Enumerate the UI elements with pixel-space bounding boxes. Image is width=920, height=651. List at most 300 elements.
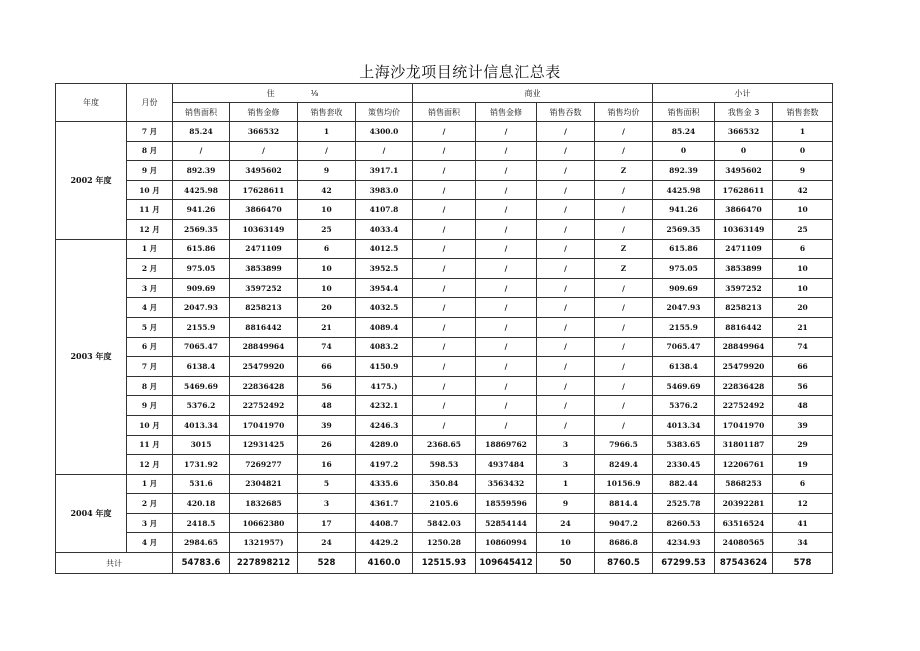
table-cell: 16 <box>298 455 356 475</box>
table-cell: 2368.65 <box>413 435 476 455</box>
table-cell: / <box>595 298 653 318</box>
table-cell: / <box>537 259 595 279</box>
table-cell: 5868253 <box>715 474 773 494</box>
table-cell: 28849964 <box>715 337 773 357</box>
column-header: 销售面积 <box>653 103 715 122</box>
table-row <box>56 494 833 514</box>
table-cell: 5 <box>298 474 356 494</box>
table-cell: 28849964 <box>230 337 298 357</box>
table-cell: 17628611 <box>715 180 773 200</box>
table-cell: 22752492 <box>230 396 298 416</box>
table-cell: / <box>476 298 537 318</box>
table-row <box>56 435 833 455</box>
table-cell: / <box>476 376 537 396</box>
table-cell: 366532 <box>230 122 298 142</box>
table-cell: 4300.0 <box>356 122 413 142</box>
table-cell: 8686.8 <box>595 533 653 553</box>
table-cell: 6 <box>773 239 833 259</box>
month-cell: 9 月 <box>127 396 173 416</box>
table-cell: 39 <box>773 415 833 435</box>
table-cell: Z <box>595 259 653 279</box>
table-cell: / <box>413 180 476 200</box>
table-cell: 7065.47 <box>653 337 715 357</box>
table-cell: 31801187 <box>715 435 773 455</box>
table-cell: 22836428 <box>715 376 773 396</box>
table-cell: Z <box>595 161 653 181</box>
table-cell: 3597252 <box>715 278 773 298</box>
table-cell: 2155.9 <box>173 317 230 337</box>
month-cell: 12 月 <box>127 219 173 239</box>
table-cell: 25479920 <box>230 357 298 377</box>
table-cell: 48 <box>298 396 356 416</box>
month-cell: 7 月 <box>127 122 173 142</box>
table-cell: 9 <box>537 494 595 514</box>
table-cell: / <box>595 396 653 416</box>
table-cell: 10860994 <box>476 533 537 553</box>
table-cell: / <box>230 141 298 161</box>
table-cell: 8816442 <box>230 317 298 337</box>
table-cell: / <box>537 239 595 259</box>
table-cell: / <box>413 298 476 318</box>
table-cell: / <box>413 337 476 357</box>
table-cell: 39 <box>298 415 356 435</box>
table-cell: 10 <box>298 278 356 298</box>
total-cell: 109645412 <box>476 553 537 574</box>
header-group-subtotal: 小计 <box>653 84 833 103</box>
table-cell: 74 <box>773 337 833 357</box>
table-cell: 22752492 <box>715 396 773 416</box>
table-cell: 21 <box>298 317 356 337</box>
month-cell: 3 月 <box>127 513 173 533</box>
table-cell: 615.86 <box>173 239 230 259</box>
table-cell: 598.53 <box>413 455 476 475</box>
table-cell: 2471109 <box>715 239 773 259</box>
table-cell: 4361.7 <box>356 494 413 514</box>
table-cell: 3 <box>537 455 595 475</box>
table-row <box>56 161 833 181</box>
year-cell: 2004 年度 <box>56 474 127 552</box>
table-cell: 4013.34 <box>173 415 230 435</box>
column-header: 销售吞数 <box>537 103 595 122</box>
table-cell: / <box>413 141 476 161</box>
table-row <box>56 357 833 377</box>
month-cell: 1 月 <box>127 239 173 259</box>
table-cell: 26 <box>298 435 356 455</box>
table-cell: 6138.4 <box>173 357 230 377</box>
table-cell: 25479920 <box>715 357 773 377</box>
table-cell: 4197.2 <box>356 455 413 475</box>
table-row <box>56 239 833 259</box>
table-cell: 5376.2 <box>653 396 715 416</box>
table-cell: 531.6 <box>173 474 230 494</box>
total-cell: 12515.93 <box>413 553 476 574</box>
header-group-residential-b: ⅛ <box>310 88 319 98</box>
table-cell: 4246.3 <box>356 415 413 435</box>
table-cell: 20392281 <box>715 494 773 514</box>
table-cell: 5376.2 <box>173 396 230 416</box>
table-cell: / <box>413 317 476 337</box>
table-cell: 4408.7 <box>356 513 413 533</box>
table-cell: 0 <box>773 141 833 161</box>
month-cell: 10 月 <box>127 415 173 435</box>
table-cell: 6 <box>298 239 356 259</box>
month-cell: 5 月 <box>127 317 173 337</box>
table-cell: 10156.9 <box>595 474 653 494</box>
table-cell: 25 <box>773 219 833 239</box>
table-row <box>56 474 833 494</box>
month-cell: 7 月 <box>127 357 173 377</box>
table-cell: 941.26 <box>653 200 715 220</box>
table-cell: / <box>476 317 537 337</box>
table-cell: / <box>413 200 476 220</box>
table-cell: / <box>476 200 537 220</box>
header-group-commercial: 商业 <box>413 84 653 103</box>
table-cell: 3866470 <box>715 200 773 220</box>
table-cell: 8816442 <box>715 317 773 337</box>
table-cell: 1 <box>773 122 833 142</box>
table-cell: 2330.45 <box>653 455 715 475</box>
table-cell: 12206761 <box>715 455 773 475</box>
table-cell: / <box>595 141 653 161</box>
table-cell: 12931425 <box>230 435 298 455</box>
table-cell: 2569.35 <box>653 219 715 239</box>
table-cell: 3983.0 <box>356 180 413 200</box>
table-cell: 9047.2 <box>595 513 653 533</box>
table-cell: 3853899 <box>715 259 773 279</box>
table-row <box>56 141 833 161</box>
table-cell: 42 <box>298 180 356 200</box>
total-cell: 54783.6 <box>173 553 230 574</box>
table-cell: 17628611 <box>230 180 298 200</box>
month-cell: 1 月 <box>127 474 173 494</box>
table-cell: 9 <box>773 161 833 181</box>
table-cell: 52854144 <box>476 513 537 533</box>
table-cell: 63516524 <box>715 513 773 533</box>
month-cell: 8 月 <box>127 376 173 396</box>
table-cell: 4175.) <box>356 376 413 396</box>
table-cell: / <box>476 239 537 259</box>
table-cell: 8258213 <box>230 298 298 318</box>
table-row <box>56 533 833 553</box>
month-cell: 3 月 <box>127 278 173 298</box>
month-cell: 11 月 <box>127 200 173 220</box>
table-cell: 4335.6 <box>356 474 413 494</box>
header-month: 月份 <box>127 84 173 122</box>
table-cell: / <box>476 219 537 239</box>
table-cell: 2471109 <box>230 239 298 259</box>
header-row-columns <box>56 103 833 122</box>
table-cell: / <box>537 161 595 181</box>
table-cell: 941.26 <box>173 200 230 220</box>
year-cell: 2002 年度 <box>56 122 127 240</box>
table-cell: 4429.2 <box>356 533 413 553</box>
table-cell: 6138.4 <box>653 357 715 377</box>
table-cell: 3495602 <box>715 161 773 181</box>
table-cell: / <box>476 357 537 377</box>
table-cell: 420.18 <box>173 494 230 514</box>
table-cell: / <box>595 122 653 142</box>
table-cell: 1321957) <box>230 533 298 553</box>
table-cell: 10 <box>298 200 356 220</box>
table-cell: 24 <box>298 533 356 553</box>
table-cell: 892.39 <box>173 161 230 181</box>
table-row <box>56 180 833 200</box>
table-cell: 18559596 <box>476 494 537 514</box>
table-cell: 74 <box>298 337 356 357</box>
table-cell: 85.24 <box>653 122 715 142</box>
table-cell: 4033.4 <box>356 219 413 239</box>
table-cell: 1832685 <box>230 494 298 514</box>
table-cell: 2525.78 <box>653 494 715 514</box>
table-cell: 3563432 <box>476 474 537 494</box>
table-cell: 3 <box>537 435 595 455</box>
table-cell: 366532 <box>715 122 773 142</box>
table-cell: / <box>537 122 595 142</box>
table-cell: 4013.34 <box>653 415 715 435</box>
table-cell: 4232.1 <box>356 396 413 416</box>
table-cell: / <box>595 180 653 200</box>
table-row <box>56 337 833 357</box>
table-cell: 2304821 <box>230 474 298 494</box>
table-cell: / <box>476 396 537 416</box>
month-cell: 8 月 <box>127 141 173 161</box>
table-cell: / <box>173 141 230 161</box>
table-cell: 17041970 <box>230 415 298 435</box>
table-cell: 8260.53 <box>653 513 715 533</box>
table-row <box>56 396 833 416</box>
summary-table <box>55 83 833 574</box>
table-cell: 3952.5 <box>356 259 413 279</box>
table-cell: 2155.9 <box>653 317 715 337</box>
table-cell: 4425.98 <box>173 180 230 200</box>
table-cell: 4107.8 <box>356 200 413 220</box>
table-cell: / <box>413 415 476 435</box>
table-cell: / <box>298 141 356 161</box>
table-cell: / <box>537 200 595 220</box>
column-header: 销售套收 <box>298 103 356 122</box>
table-cell: 2569.35 <box>173 219 230 239</box>
table-cell: 29 <box>773 435 833 455</box>
table-cell: / <box>476 141 537 161</box>
table-cell: 10662380 <box>230 513 298 533</box>
table-cell: Z <box>595 239 653 259</box>
table-cell: 4012.5 <box>356 239 413 259</box>
total-label: 共计 <box>56 553 173 574</box>
table-cell: 1731.92 <box>173 455 230 475</box>
table-row <box>56 513 833 533</box>
table-cell: 2418.5 <box>173 513 230 533</box>
month-cell: 2 月 <box>127 259 173 279</box>
table-cell: 7065.47 <box>173 337 230 357</box>
table-row <box>56 278 833 298</box>
page-title: 上海沙龙项目统计信息汇总表 <box>359 63 561 81</box>
table-cell: / <box>476 337 537 357</box>
month-cell: 4 月 <box>127 533 173 553</box>
table-cell: 10 <box>773 200 833 220</box>
table-cell: 10 <box>298 259 356 279</box>
table-cell: 4289.0 <box>356 435 413 455</box>
table-cell: 10 <box>537 533 595 553</box>
table-cell: 3 <box>298 494 356 514</box>
table-cell: / <box>413 122 476 142</box>
table-cell: 66 <box>298 357 356 377</box>
table-cell: 1250.28 <box>413 533 476 553</box>
table-cell: 9 <box>298 161 356 181</box>
table-cell: 34 <box>773 533 833 553</box>
column-header: 我售金 3 <box>715 103 773 122</box>
table-cell: 3954.4 <box>356 278 413 298</box>
table-cell: 20 <box>298 298 356 318</box>
table-cell: / <box>476 122 537 142</box>
total-cell: 227898212 <box>230 553 298 574</box>
table-cell: 85.24 <box>173 122 230 142</box>
table-cell: 17041970 <box>715 415 773 435</box>
table-cell: / <box>537 396 595 416</box>
table-cell: / <box>537 141 595 161</box>
total-cell: 4160.0 <box>356 553 413 574</box>
table-cell: 56 <box>298 376 356 396</box>
table-cell: 17 <box>298 513 356 533</box>
total-cell: 67299.53 <box>653 553 715 574</box>
header-group-residential-a: 住 <box>266 88 275 98</box>
table-cell: 0 <box>653 141 715 161</box>
column-header: 销售面积 <box>413 103 476 122</box>
table-row <box>56 219 833 239</box>
column-header: 销售套数 <box>773 103 833 122</box>
table-cell: 882.44 <box>653 474 715 494</box>
table-cell: 8258213 <box>715 298 773 318</box>
total-cell: 8760.5 <box>595 553 653 574</box>
table-row <box>56 415 833 435</box>
table-cell: 22836428 <box>230 376 298 396</box>
table-cell: 350.84 <box>413 474 476 494</box>
table-cell: 4937484 <box>476 455 537 475</box>
table-cell: 8814.4 <box>595 494 653 514</box>
table-cell: / <box>413 239 476 259</box>
table-cell: 2047.93 <box>653 298 715 318</box>
table-cell: 7269277 <box>230 455 298 475</box>
table-cell: 2047.93 <box>173 298 230 318</box>
table-cell: / <box>476 161 537 181</box>
table-cell: / <box>537 317 595 337</box>
table-cell: 4234.93 <box>653 533 715 553</box>
table-cell: / <box>413 161 476 181</box>
month-cell: 2 月 <box>127 494 173 514</box>
total-cell: 50 <box>537 553 595 574</box>
table-cell: 4150.9 <box>356 357 413 377</box>
total-cell: 578 <box>773 553 833 574</box>
table-cell: / <box>476 278 537 298</box>
table-cell: / <box>595 376 653 396</box>
table-row <box>56 200 833 220</box>
column-header: 销售金修 <box>476 103 537 122</box>
table-cell: 4083.2 <box>356 337 413 357</box>
table-cell: 48 <box>773 396 833 416</box>
column-header: 策售均价 <box>356 103 413 122</box>
column-header: 销售金修 <box>230 103 298 122</box>
table-cell: 19 <box>773 455 833 475</box>
table-cell: / <box>476 180 537 200</box>
table-row <box>56 376 833 396</box>
table-cell: 18869762 <box>476 435 537 455</box>
table-cell: 10 <box>773 259 833 279</box>
month-cell: 4 月 <box>127 298 173 318</box>
table-row <box>56 298 833 318</box>
total-cell: 528 <box>298 553 356 574</box>
header-year: 年度 <box>56 84 127 122</box>
table-cell: 4425.98 <box>653 180 715 200</box>
table-cell: 21 <box>773 317 833 337</box>
table-cell: 5842.03 <box>413 513 476 533</box>
table-cell: / <box>537 337 595 357</box>
year-cell: 2003 年度 <box>56 239 127 474</box>
table-cell: 25 <box>298 219 356 239</box>
table-cell: 1 <box>537 474 595 494</box>
table-cell: / <box>413 396 476 416</box>
table-row <box>56 259 833 279</box>
month-cell: 9 月 <box>127 161 173 181</box>
table-cell: 909.69 <box>653 278 715 298</box>
table-cell: 20 <box>773 298 833 318</box>
table-cell: 3853899 <box>230 259 298 279</box>
table-cell: / <box>476 259 537 279</box>
header-row-groups <box>56 84 833 103</box>
total-row <box>56 553 833 574</box>
table-cell: 3495602 <box>230 161 298 181</box>
table-cell: / <box>413 376 476 396</box>
table-cell: 56 <box>773 376 833 396</box>
month-cell: 6 月 <box>127 337 173 357</box>
table-cell: 3866470 <box>230 200 298 220</box>
table-cell: / <box>537 298 595 318</box>
table-cell: 4089.4 <box>356 317 413 337</box>
table-cell: 0 <box>715 141 773 161</box>
table-cell: / <box>537 180 595 200</box>
table-cell: 5469.69 <box>173 376 230 396</box>
table-cell: / <box>595 357 653 377</box>
table-cell: / <box>356 141 413 161</box>
table-cell: 12 <box>773 494 833 514</box>
table-cell: 1 <box>298 122 356 142</box>
table-cell: 24 <box>537 513 595 533</box>
table-cell: 5383.65 <box>653 435 715 455</box>
table-cell: 975.05 <box>653 259 715 279</box>
table-cell: 8249.4 <box>595 455 653 475</box>
table-cell: 10363149 <box>715 219 773 239</box>
table-cell: 615.86 <box>653 239 715 259</box>
table-cell: / <box>413 259 476 279</box>
table-cell: / <box>413 357 476 377</box>
table-cell: / <box>595 317 653 337</box>
table-cell: / <box>595 219 653 239</box>
table-cell: / <box>595 200 653 220</box>
table-cell: 42 <box>773 180 833 200</box>
table-cell: 3015 <box>173 435 230 455</box>
table-cell: 41 <box>773 513 833 533</box>
column-header: 销售均价 <box>595 103 653 122</box>
table-cell: 2105.6 <box>413 494 476 514</box>
table-cell: / <box>537 376 595 396</box>
table-cell: / <box>595 278 653 298</box>
month-cell: 12 月 <box>127 455 173 475</box>
table-cell: 4032.5 <box>356 298 413 318</box>
table-cell: / <box>537 415 595 435</box>
table-cell: / <box>595 415 653 435</box>
table-cell: / <box>595 337 653 357</box>
table-cell: 909.69 <box>173 278 230 298</box>
table-cell: 3917.1 <box>356 161 413 181</box>
table-cell: 7966.5 <box>595 435 653 455</box>
